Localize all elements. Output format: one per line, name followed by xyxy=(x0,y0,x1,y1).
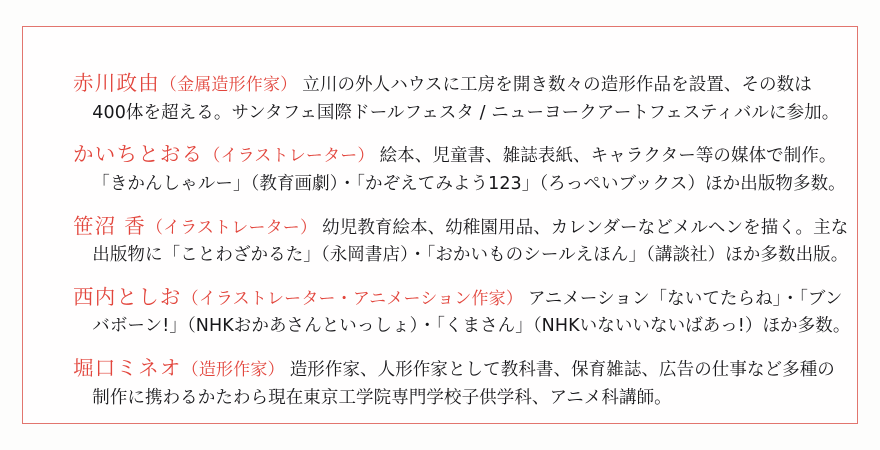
person-description-line: 造形作家、人形作家として教科書、保育雑誌、広告の仕事など多種の xyxy=(289,360,835,381)
person-description-line: 出版物に「ことわざかるた」（永岡書店）・「おかいものシールえほん」（講談社）ほか多数出版。 xyxy=(92,245,849,266)
person-name: かいちとおる xyxy=(73,142,204,167)
person-description-line: 制作に携わるかたわら現在東京工学院専門学校子供学科、アニメ科講師。 xyxy=(92,387,672,408)
person-name: 堀口ミネオ xyxy=(73,356,182,381)
person-description-line: 「きかんしゃルー」（教育画劇）・「かぞえてみよう123」（ろっぺいブックス）ほか出版物多数。 xyxy=(92,173,846,194)
person-name: 西内としお xyxy=(73,284,182,309)
person-description-line: 幼児教育絵本、幼稚園用品、カレンダーなどメルヘンを描く。主な xyxy=(322,217,849,238)
person-role: （イラストレーター） xyxy=(145,217,318,238)
person-name: 赤川政由 xyxy=(73,71,160,95)
person-role: （イラストレーター・アニメーション作家） xyxy=(181,288,524,309)
list-item xyxy=(73,210,855,270)
list-item xyxy=(73,67,855,127)
person-description-line: 400体を超える。サンタフェ国際ドールフェスタ / ニューヨークアートフェスティバルに参加。 xyxy=(92,102,840,123)
person-description-line: アニメーション「ないてたらね」・「ブン xyxy=(528,288,843,309)
list-item xyxy=(73,352,855,412)
list-item xyxy=(73,138,855,198)
person-description-line: 立川の外人ハウスに工房を開き数々の造形作品を設置、その数は xyxy=(302,75,812,95)
profile-list xyxy=(61,67,867,412)
person-role: （イラストレーター） xyxy=(203,146,375,167)
list-item xyxy=(73,281,855,341)
person-name: 笹沼 香 xyxy=(73,213,146,238)
bordered-panel xyxy=(22,26,858,424)
person-role: （造形作家） xyxy=(181,360,285,381)
person-role: （金属造形作家） xyxy=(159,75,298,95)
person-description-line: バボーン!」（NHKおかあさんといっしょ）・「くまさん」（NHKいないいないばあっ!）ほか多数。 xyxy=(92,316,851,337)
person-description-line: 絵本、児童書、雑誌表紙、キャラクター等の媒体で制作。 xyxy=(379,146,837,167)
